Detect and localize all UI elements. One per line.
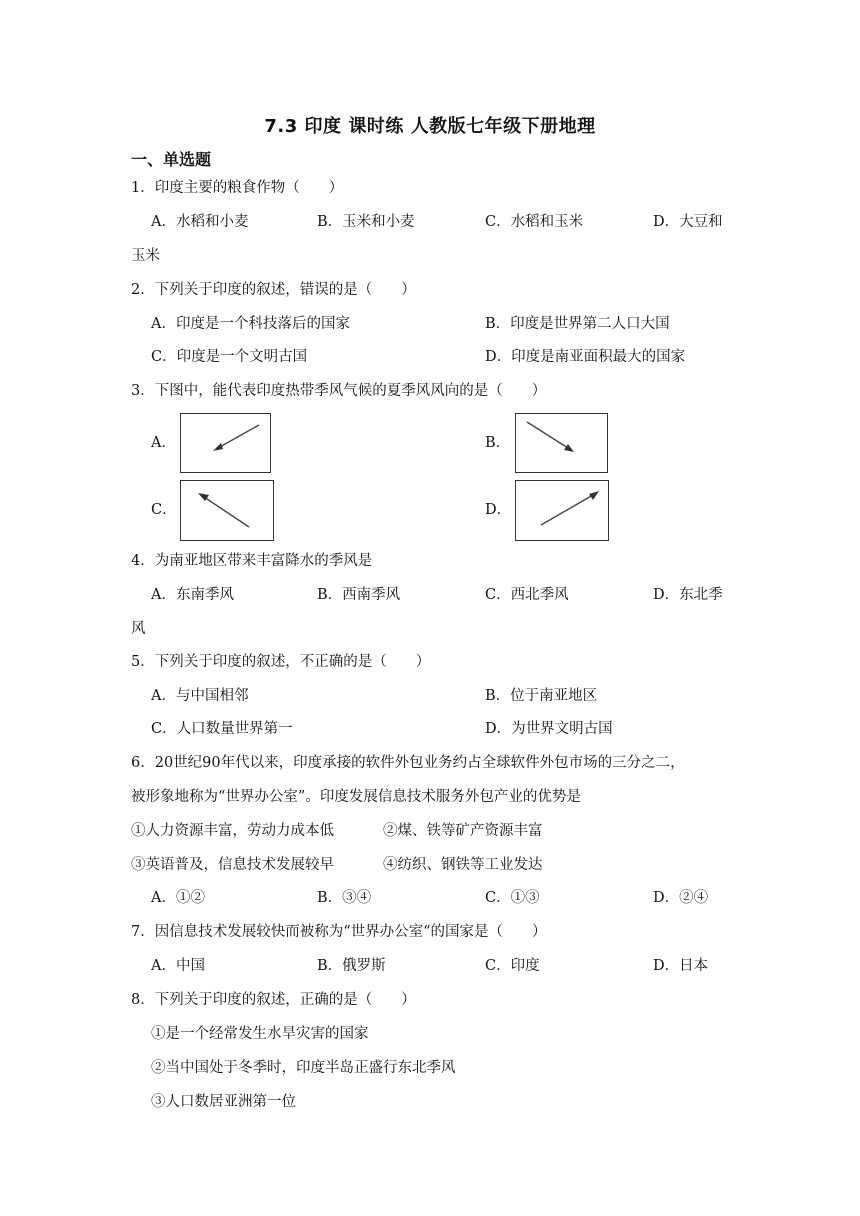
q4-option-c: C．西北季风 — [485, 587, 569, 603]
q5-option-b: B．位于南亚地区 — [485, 688, 598, 704]
q5-option-d: D．为世界文明古国 — [485, 721, 613, 737]
q6-option-b: B．③④ — [317, 890, 372, 906]
q8-item-3: ③人口数居亚洲第一位 — [151, 1094, 296, 1110]
q1-option-d: D．大豆和 — [653, 214, 723, 230]
q3-option-c: C． — [151, 502, 177, 518]
question-1-stem: 1．印度主要的粮食作物（ ） — [131, 180, 344, 196]
question-7-stem: 7．因信息技术发展较快而被称为“世界办公室“的国家是（ ） — [131, 924, 547, 940]
q6-option-d: D．②④ — [653, 890, 709, 906]
question-8-stem: 8．下列关于印度的叙述，正确的是（ ） — [131, 992, 416, 1008]
q1-option-d-wrap: 玉米 — [131, 248, 160, 264]
page-title: 7.3 印度 课时练 人教版七年级下册地理 — [264, 116, 596, 137]
q7-option-c: C．印度 — [485, 958, 540, 974]
q3-option-b: B． — [485, 435, 511, 451]
q3-option-a: A． — [151, 435, 176, 451]
arrow-head-icon — [589, 491, 599, 500]
q7-option-b: B．俄罗斯 — [317, 958, 386, 974]
q6-item-2: ②煤、铁等矿产资源丰富 — [383, 823, 543, 839]
q6-item-4: ④纺织、钢铁等工业发达 — [383, 857, 543, 873]
q7-option-d: D．日本 — [653, 958, 709, 974]
question-6-stem-cont: 被形象地称为“世界办公室”。印度发展信息技术服务外包产业的优势是 — [131, 789, 581, 805]
question-6-stem: 6．20世纪90年代以来，印度承接的软件外包业务约占全球软件外包市场的三分之二， — [131, 755, 685, 771]
arrow-head-icon — [564, 444, 574, 452]
q4-option-d: D．东北季 — [653, 587, 723, 603]
q6-item-3: ③英语普及，信息技术发展较早 — [131, 857, 334, 873]
question-5-stem: 5．下列关于印度的叙述，不正确的是（ ） — [131, 654, 431, 670]
question-3-stem: 3．下图中，能代表印度热带季风气候的夏季风风向的是（ ） — [131, 383, 547, 399]
q2-option-d: D．印度是南亚面积最大的国家 — [485, 349, 686, 365]
wind-figure-b — [515, 413, 608, 473]
q1-option-c: C．水稻和玉米 — [485, 214, 584, 230]
q6-option-a: A．①② — [151, 890, 205, 906]
wind-figure-c — [180, 480, 274, 541]
q2-option-a: A．印度是一个科技落后的国家 — [151, 316, 350, 332]
q6-item-1: ①人力资源丰富，劳动力成本低 — [131, 823, 334, 839]
q3-option-d: D． — [485, 502, 512, 518]
q4-option-b: B．西南季风 — [317, 587, 401, 603]
question-2-stem: 2．下列关于印度的叙述，错误的是（ ） — [131, 282, 416, 298]
wind-figure-d — [515, 480, 609, 541]
q1-option-a: A．水稻和小麦 — [151, 214, 249, 230]
q8-item-1: ①是一个经常发生水旱灾害的国家 — [151, 1026, 369, 1042]
q5-option-a: A．与中国相邻 — [151, 688, 249, 704]
q4-option-a: A．东南季风 — [151, 587, 234, 603]
q1-option-b: B．玉米和小麦 — [317, 214, 415, 230]
q7-option-a: A．中国 — [151, 958, 205, 974]
section-heading: 一、单选题 — [131, 150, 212, 169]
question-4-stem: 4．为南亚地区带来丰富降水的季风是 — [131, 553, 373, 569]
wind-figure-a — [180, 413, 271, 473]
arrow-head-icon — [213, 443, 223, 451]
q2-option-c: C．印度是一个文明古国 — [151, 349, 308, 365]
q4-option-d-wrap: 风 — [131, 621, 146, 637]
q6-option-c: C．①③ — [485, 890, 540, 906]
q2-option-b: B．印度是世界第二人口大国 — [485, 316, 670, 332]
q5-option-c: C．人口数量世界第一 — [151, 721, 293, 737]
q8-item-2: ②当中国处于冬季时，印度半岛正盛行东北季风 — [151, 1060, 456, 1076]
